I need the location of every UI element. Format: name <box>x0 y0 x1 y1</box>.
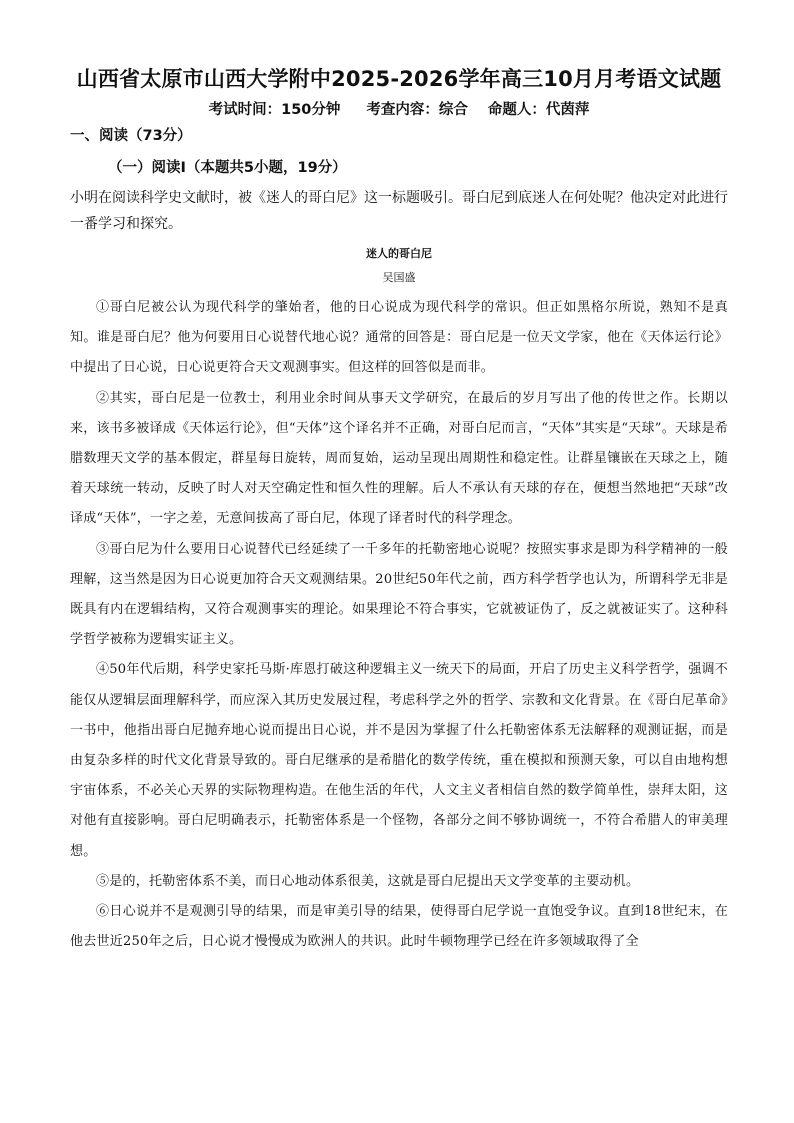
article-title: 迷人的哥白尼 <box>366 247 432 260</box>
article-author: 吴国盛 <box>382 271 416 284</box>
article-paragraph-5: ⑤是的，托勒密体系不美，而日心地动体系很美，这就是哥白尼提出天文学变革的主要动机。 <box>96 873 640 889</box>
exam-meta <box>70 99 728 121</box>
section-heading: 一、阅读（73分） <box>70 128 192 144</box>
article-paragraph-1: ①哥白尼被公认为现代科学的肇始者，他的日心说成为现代科学的常识。但正如黑格尔所说，熟知不是真知。谁是哥白尼？他为何要用日心说替代地心说？通常的回答是：哥白尼是一位天文学家，他在《天体运行论》中提出了日心说，日心说更符合天文观测事实。但这样的回答似是而非。 <box>70 300 728 376</box>
exam-time: 考试时间：150分钟 <box>208 102 341 118</box>
article-body <box>70 293 728 957</box>
exam-title: 山西省太原市山西大学附中2025-2026学年高三10月月考语文试题 <box>76 67 722 91</box>
subsection-heading: （一）阅读Ⅰ（本题共5小题，19分） <box>108 160 347 176</box>
intro-text: 小明在阅读科学史文献时，被《迷人的哥白尼》这一标题吸引。哥白尼到底迷人在何处呢？他决定对此进行一番学习和探究。 <box>70 190 728 232</box>
article-paragraph-3: ③哥白尼为什么要用日心说替代已经延续了一千多年的托勒密地心说呢？按照实事求是即为科学精神的一般理解，这当然是因为日心说更加符合天文观测结果。20世纪50年代之前，西方科学哲学也认为，所谓科学无非是既具有内在逻辑结构，又符合观测事实的理论。如果理论不符合事实，它就被证伪了，反之就被证实了。这种科学哲学被称为逻辑实证主义。 <box>70 541 728 648</box>
exam-content: 考查内容：综合 <box>366 102 468 118</box>
article-paragraph-2: ②其实，哥白尼是一位教士，利用业余时间从事天文学研究，在最后的岁月写出了他的传世之作。长期以来，该书多被译成《天体运行论》，但“天体”这个译名并不正确，对哥白尼而言，“天体”其实是“天球”。天球是希腊数理天文学的基本假定，群星每日旋转，周而复始，运动呈现出周期性和稳定性。让群星镶嵌在天球之上，随着天球统一转动，反映了时人对天空确定性和恒久性的理解。后人不承认有天球的存在，便想当然地把“天球”改译成“天体”，一字之差，无意间拔高了哥白尼，体现了译者时代的科学理念。 <box>70 390 728 527</box>
article-paragraph-6: ⑥日心说并不是观测引导的结果，而是审美引导的结果，使得哥白尼学说一直饱受争议。直到18世纪末，在他去世近250年之后，日心说才慢慢成为欧洲人的共识。此时牛顿物理学已经在许多领域取得了全 <box>70 904 728 950</box>
exam-author: 命题人：代茵萍 <box>487 102 590 118</box>
article-paragraph-4: ④50年代后期，科学史家托马斯·库恩打破这种逻辑主义一统天下的局面，开启了历史主义科学哲学，强调不能仅从逻辑层面理解科学，而应深入其历史发展过程，考虑科学之外的哲学、宗教和文化背景。在《哥白尼革命》一书中，他指出哥白尼抛弃地心说而提出日心说，并不是因为掌握了什么托勒密体系无法解释的观测证据，而是由复杂多样的时代文化背景导致的。哥白尼继承的是希腊化的数学传统，重在模拟和预测天象，可以自由地构想宇宙体系，不必关心天界的实际物理构造。在他生活的年代，人文主义者相信自然的数学简单性，崇拜太阳，这对他有直接影响。哥白尼明确表示，托勒密体系是一个怪物，各部分之间不够协调统一，不符合希腊人的审美理想。 <box>70 662 728 859</box>
